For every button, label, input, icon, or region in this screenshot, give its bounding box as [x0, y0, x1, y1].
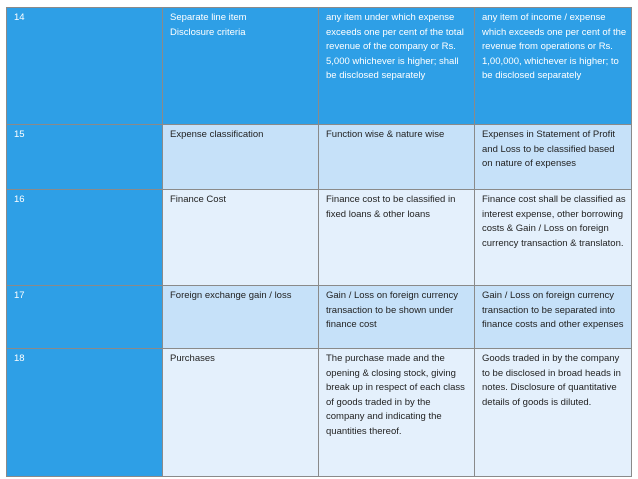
- new-requirement-cell: any item of income / expense which exceeds one per cent of the revenue from operations or Rs. 1,00,000, whichever is higher; to be disclosed separately: [475, 8, 632, 125]
- new-requirement-cell: Goods traded in by the company to be disclosed in broad heads in notes. Disclosure of quantitative details of goods is diluted.: [475, 349, 632, 477]
- comparison-table: [6, 7, 632, 477]
- new-requirement-cell: Gain / Loss on foreign currency transaction to be separated into finance costs and other expenses: [475, 286, 632, 349]
- new-requirement-cell: Finance cost shall be classified as interest expense, other borrowing costs & Gain / Loss on foreign currency transaction & translaton.: [475, 190, 632, 286]
- table-row-17: [7, 286, 632, 349]
- item-cell: [163, 8, 319, 125]
- item-cell: Purchases: [163, 349, 319, 477]
- table-row-14: [7, 8, 632, 125]
- item-text: Separate line item Disclosure criteria: [170, 12, 247, 38]
- old-requirement-cell: any item under which expense exceeds one per cent of the total revenue of the company or Rs. 5,000 whichever is higher; shall be disclosed separately: [319, 8, 475, 125]
- item-cell: Foreign exchange gain / loss: [163, 286, 319, 349]
- item-cell: Expense classification: [163, 125, 319, 190]
- old-requirement-cell: The purchase made and the opening & closing stock, giving break up in respect of each class of goods traded in by the company and indicating the quantities thereof.: [319, 349, 475, 477]
- row-number-cell: 14: [7, 8, 163, 125]
- row-number-cell: 17: [7, 286, 163, 349]
- table-row-16: [7, 190, 632, 286]
- new-requirement-cell: Expenses in Statement of Profit and Loss to be classified based on nature of expenses: [475, 125, 632, 190]
- old-requirement-cell: Finance cost to be classified in fixed loans & other loans: [319, 190, 475, 286]
- row-number-cell: 18: [7, 349, 163, 477]
- old-requirement-cell: Gain / Loss on foreign currency transaction to be shown under finance cost: [319, 286, 475, 349]
- row-number-cell: 15: [7, 125, 163, 190]
- table-row-18: [7, 349, 632, 477]
- old-requirement-cell: Function wise & nature wise: [319, 125, 475, 190]
- table-row-15: [7, 125, 632, 190]
- item-cell: Finance Cost: [163, 190, 319, 286]
- row-number-cell: 16: [7, 190, 163, 286]
